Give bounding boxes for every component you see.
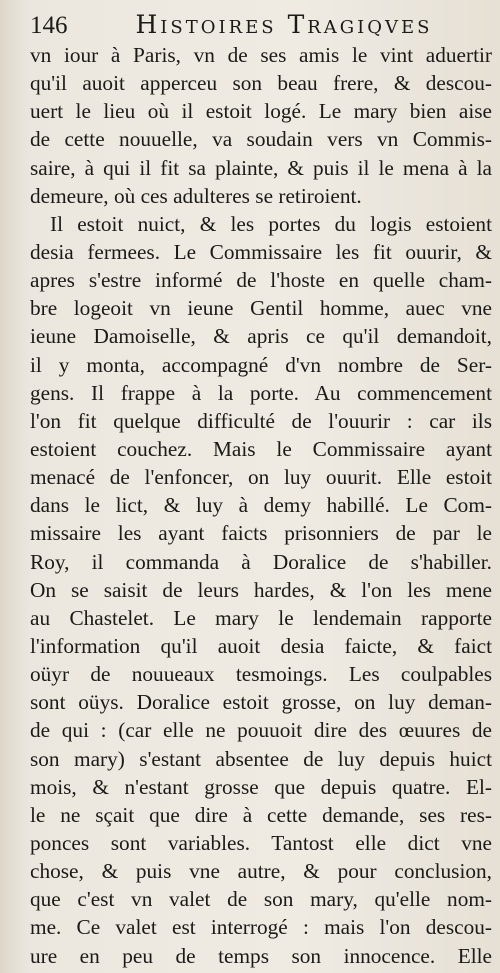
page-header bbox=[30, 10, 486, 44]
body-text bbox=[30, 41, 492, 970]
text-line: me. Ce valet est interrogé : mais l'on descou- bbox=[30, 915, 492, 940]
text-line: ieune Damoiselle, & apris ce qu'il demandoit, bbox=[30, 324, 492, 349]
text-line: de qui : (car elle ne pouuoit dire des œuures de bbox=[30, 718, 492, 743]
text-line: il y monta, accompagné d'vn nombre de Ser- bbox=[30, 352, 492, 377]
text-line: estoient couchez. Mais le Commissaire ayant bbox=[30, 436, 492, 461]
running-head: Histoires Tragiqves bbox=[135, 10, 433, 39]
text-line: demeure, où ces adulteres se retiroient. bbox=[30, 183, 362, 208]
text-line: On se saisit de leurs hardes, & l'on les mene bbox=[30, 577, 492, 602]
text-line: Roy, il commanda à Doralice de s'habiller. bbox=[30, 549, 492, 574]
text-line: vn iour à Paris, vn de ses amis le vint aduertir bbox=[30, 43, 492, 67]
text-line: de cette nouuelle, va soudain vers vn Commis- bbox=[30, 127, 492, 152]
text-line: missaire les ayant faicts prisonniers de par le bbox=[30, 521, 492, 546]
text-line: apres s'estre informé de l'hoste en quelle cham- bbox=[30, 268, 492, 293]
text-line: menacé de l'enfoncer, on luy ouurit. Elle estoit bbox=[30, 465, 492, 490]
text-line: mois, & n'estant grosse que depuis quatre. El- bbox=[30, 774, 492, 799]
text-line: sont oüys. Doralice estoit grosse, on luy deman- bbox=[30, 690, 492, 715]
text-line: desia fermees. Le Commissaire les fit ouurir, & bbox=[30, 239, 492, 264]
text-line: chose, & puis vne autre, & pour conclusion, bbox=[30, 859, 492, 884]
text-line: uert le lieu où il estoit logé. Le mary bien aise bbox=[30, 99, 492, 124]
text-line: bre logeoit vn ieune Gentil homme, auec vne bbox=[30, 296, 492, 321]
text-line: dans le lict, & luy à demy habillé. Le Com- bbox=[30, 493, 492, 518]
text-line: oüyr de nouueaux tesmoings. Les coulpables bbox=[30, 662, 492, 687]
text-line: saire, à qui il fit sa plainte, & puis il le mena à la bbox=[30, 155, 492, 180]
text-line: l'information qu'il auoit desia faicte, & faict bbox=[30, 633, 492, 658]
text-line: qu'il auoit apperceu son beau frere, & descou- bbox=[30, 71, 492, 96]
page-number: 146 bbox=[30, 12, 68, 39]
text-line: gens. Il frappe à la porte. Au commencement bbox=[30, 380, 492, 405]
text-line: le ne sçait que dire à cette demande, ses res- bbox=[30, 802, 492, 827]
text-line: l'on fit quelque difficulté de l'ouurir : car ils bbox=[30, 408, 492, 433]
text-line: au Chastelet. Le mary le lendemain rapporte bbox=[30, 605, 492, 630]
text-line: son mary) s'estant absentee de luy depuis huict bbox=[30, 746, 492, 771]
text-line: Il estoit nuict, & les portes du logis estoient bbox=[50, 211, 492, 236]
text-line: ponces sont variables. Tantost elle dict vne bbox=[30, 830, 492, 855]
text-line: que c'est vn valet de son mary, qu'elle nom- bbox=[30, 887, 492, 912]
text-line: ure en peu de temps son innocence. Elle bbox=[30, 943, 492, 968]
